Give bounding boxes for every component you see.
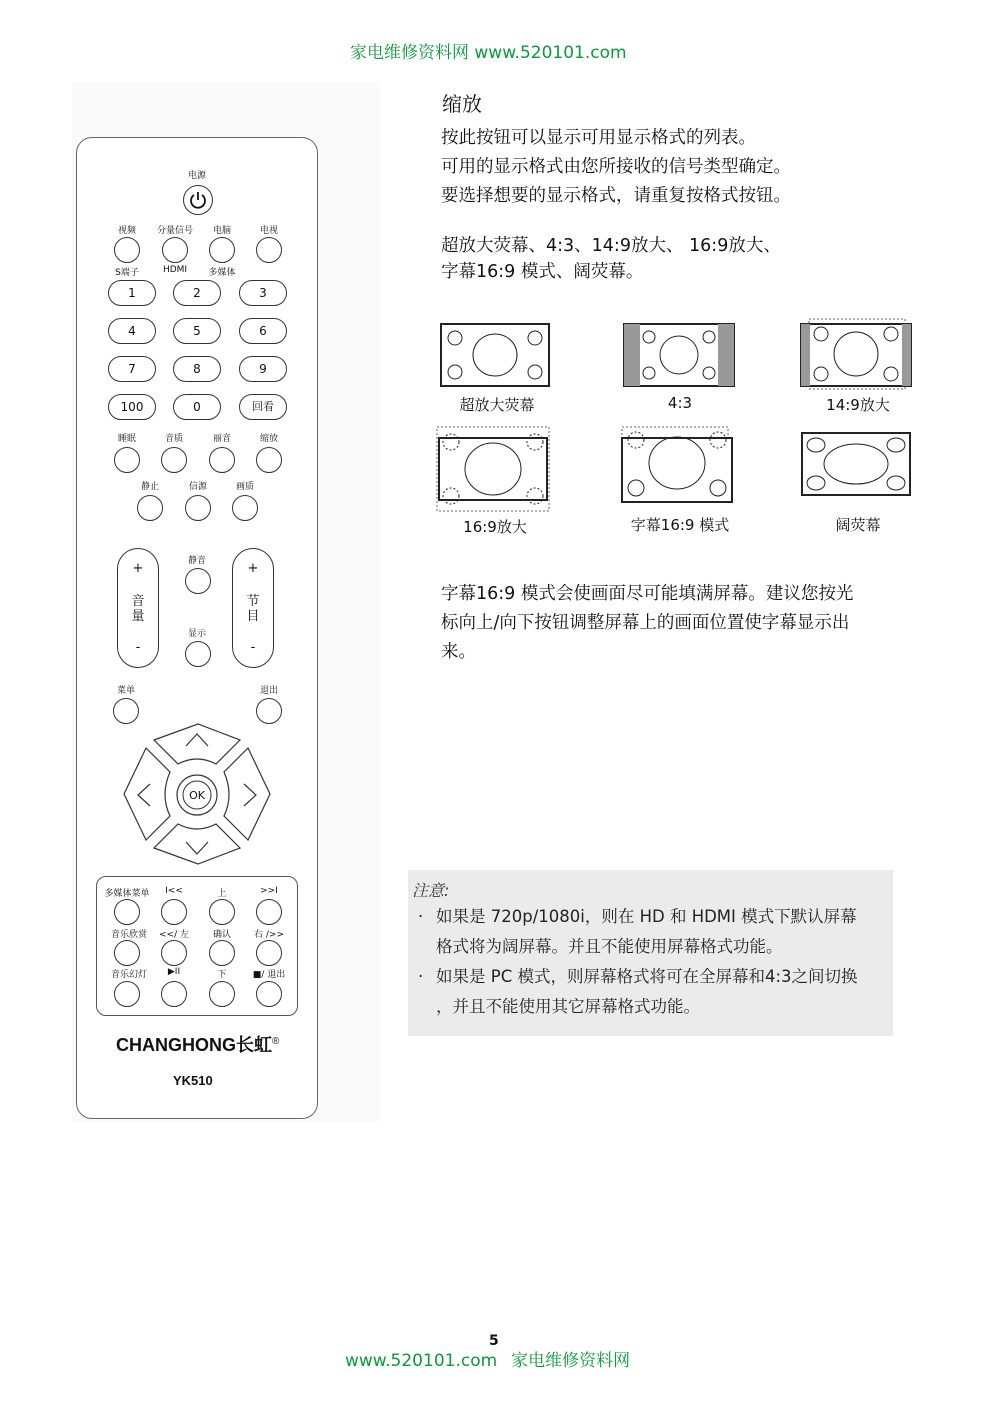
volume-plus: + <box>132 561 144 576</box>
next-label: >>I <box>260 886 278 896</box>
menu-label: 菜单 <box>116 686 136 696</box>
right-forward-button <box>256 940 282 966</box>
mute-label: 静音 <box>187 556 207 566</box>
modes-list <box>441 233 781 285</box>
note-line: ，并且不能使用其它屏幕格式功能。 <box>436 997 700 1016</box>
play-pause-label: ▶II <box>167 967 181 977</box>
key-0: 0 <box>173 394 221 420</box>
subtitle-line: 来。 <box>441 642 476 662</box>
wide-screen-label: 阔荧幕 <box>835 516 881 534</box>
sound-mode-button <box>161 447 187 473</box>
rewind-left-button <box>161 940 187 966</box>
key-4: 4 <box>108 318 156 344</box>
media-down-button <box>209 981 235 1007</box>
power-icon <box>184 186 212 214</box>
volume-minus: - <box>135 640 141 655</box>
down-arrow-icon <box>154 824 240 864</box>
brand-name: CHANGHONG长虹 <box>116 1035 272 1055</box>
key-recall: 回看 <box>239 394 287 420</box>
sixteen-nine-diagram <box>436 426 552 514</box>
sleep-button <box>114 447 140 473</box>
footer-site-name: 家电维修资料网 <box>511 1351 631 1371</box>
ok-button-label: OK <box>189 789 205 802</box>
media-up-button <box>209 899 235 925</box>
nicam-button <box>209 447 235 473</box>
zoom-label: 缩放 <box>259 434 279 444</box>
key-100: 100 <box>108 394 156 420</box>
stop-exit-button <box>256 981 282 1007</box>
up-arrow-icon <box>154 724 240 764</box>
key-3: 3 <box>239 280 287 306</box>
note-line: 格式将为阔屏幕。并且不能使用屏幕格式功能。 <box>436 937 783 956</box>
section-title: 缩放 <box>442 92 482 116</box>
rewind-left-label: <</ 左 <box>159 930 189 940</box>
down-label: 下 <box>217 970 227 980</box>
prev-label: I<< <box>165 886 183 896</box>
up-label: 上 <box>217 889 227 899</box>
bullet-icon: · <box>418 907 424 926</box>
next-button <box>256 899 282 925</box>
intro-line: 可用的显示格式由您所接收的信号类型确定。 <box>441 157 791 177</box>
pc-button <box>209 237 235 263</box>
subtitle-mode-diagram <box>619 426 737 506</box>
volume-label: 音 量 <box>131 594 145 624</box>
intro-line: 要选择想要的显示格式，请重复按格式按钮。 <box>441 186 791 206</box>
subtitle-mode-paragraph <box>441 580 853 667</box>
display-button <box>185 641 211 667</box>
footer-url: www.520101.com <box>345 1351 498 1371</box>
page-number: 5 <box>489 1333 499 1349</box>
footer-watermark <box>345 1346 630 1371</box>
key-5: 5 <box>173 318 221 344</box>
still-button <box>137 495 163 521</box>
confirm-button <box>209 940 235 966</box>
subtitle-line: 字幕16:9 模式会使画面尽可能填满屏幕。建议您按光 <box>441 584 854 604</box>
s-video-label: S端子 <box>115 268 139 278</box>
video-label: 视频 <box>117 226 137 236</box>
model-number: YK510 <box>173 1073 213 1088</box>
note-line: 如果是 PC 模式，则屏幕格式将可在全屏幕和4:3之间切换 <box>436 967 858 986</box>
left-arrow-icon <box>124 748 170 840</box>
subtitle-line: 标向上/向下按钮调整屏幕上的画面位置使字幕显示出 <box>441 613 850 633</box>
display-label: 显示 <box>187 629 207 639</box>
source-label: 信源 <box>188 482 208 492</box>
music-label: 音乐欣赏 <box>110 930 148 940</box>
super-zoom-diagram <box>438 320 554 390</box>
modes-line: 超放大荧幕、4:3、14:9放大、 16:9放大、 <box>441 236 781 256</box>
modes-line: 字幕16:9 模式、阔荧幕。 <box>441 262 644 282</box>
note-title: 注意: <box>412 881 450 900</box>
prev-button <box>161 899 187 925</box>
right-forward-label: 右 />> <box>254 930 284 940</box>
key-6: 6 <box>239 318 287 344</box>
zoom-button <box>256 447 282 473</box>
pc-label: 电脑 <box>212 226 232 236</box>
play-pause-button <box>161 981 187 1007</box>
source-button <box>185 495 211 521</box>
wide-screen-diagram <box>799 430 915 498</box>
right-arrow-icon <box>224 748 270 840</box>
channel-label: 节 目 <box>246 594 260 624</box>
fourteen-nine-diagram <box>799 318 915 390</box>
subtitle-mode-label: 字幕16:9 模式 <box>630 516 730 534</box>
exit-label: 退出 <box>259 686 279 696</box>
nicam-label: 丽音 <box>212 434 232 444</box>
key-2: 2 <box>173 280 221 306</box>
power-label: 电源 <box>187 171 207 181</box>
component-label: 分量信号 <box>156 226 194 236</box>
hdmi-label: HDMI <box>162 265 188 275</box>
note-item <box>418 962 858 1022</box>
picture-label: 画质 <box>235 482 255 492</box>
bullet-icon: · <box>418 967 424 986</box>
note-item <box>418 902 857 962</box>
tv-button <box>256 237 282 263</box>
still-label: 静止 <box>140 482 160 492</box>
sleep-label: 睡眠 <box>117 434 137 444</box>
media-menu-label: 多媒体菜单 <box>104 889 150 899</box>
key-1: 1 <box>108 280 156 306</box>
key-9: 9 <box>239 356 287 382</box>
key-7: 7 <box>108 356 156 382</box>
picture-button <box>232 495 258 521</box>
header-watermark: 家电维修资料网 www.520101.com <box>350 43 627 63</box>
music-button <box>114 940 140 966</box>
component-button <box>162 237 188 263</box>
video-button <box>114 237 140 263</box>
sound-mode-label: 音质 <box>164 434 184 444</box>
stop-exit-label: ■/ 退出 <box>252 970 286 980</box>
fourteen-nine-label: 14:9放大 <box>826 396 890 414</box>
tv-label: 电视 <box>259 226 279 236</box>
four-three-diagram <box>622 322 738 390</box>
super-zoom-label: 超放大荧幕 <box>459 396 535 414</box>
channel-minus: - <box>250 640 256 655</box>
multimedia-label: 多媒体 <box>208 268 236 278</box>
key-8: 8 <box>173 356 221 382</box>
intro-paragraph <box>441 124 791 211</box>
confirm-label: 确认 <box>212 930 232 940</box>
brand-logo <box>116 1031 279 1057</box>
channel-plus: + <box>247 561 259 576</box>
power-button <box>183 185 213 215</box>
slideshow-label: 音乐幻灯 <box>110 970 148 980</box>
mute-button <box>185 568 211 594</box>
registered-mark: ® <box>272 1036 280 1047</box>
sixteen-nine-label: 16:9放大 <box>463 518 527 536</box>
note-line: 如果是 720p/1080i，则在 HD 和 HDMI 模式下默认屏幕 <box>436 907 857 926</box>
slideshow-button <box>114 981 140 1007</box>
media-menu-button <box>114 899 140 925</box>
four-three-label: 4:3 <box>667 394 693 412</box>
intro-line: 按此按钮可以显示可用显示格式的列表。 <box>441 128 756 148</box>
